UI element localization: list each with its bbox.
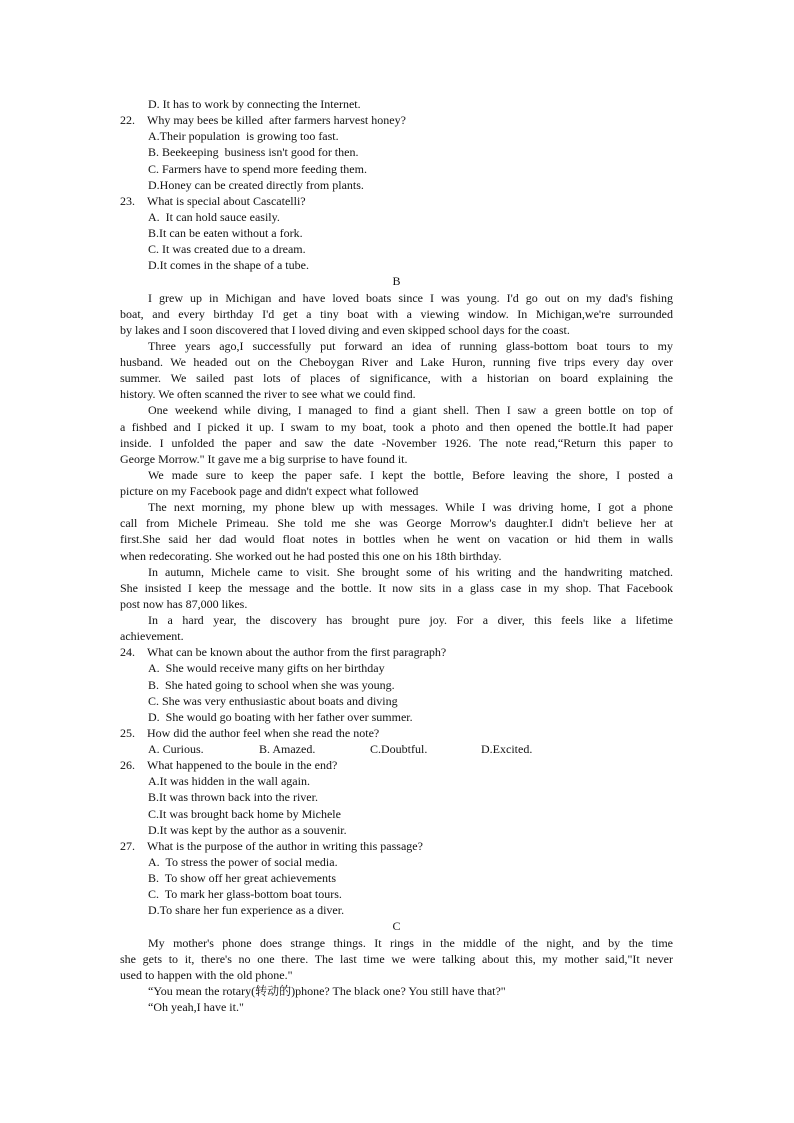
passage-b-paragraph-3 [120,402,673,467]
question-stem: What is special about Cascatelli? [147,193,306,208]
question-option: A. It can hold sauce easily. [148,209,280,224]
question-number: 27. [120,838,135,853]
paragraph-line: summer. We sailed past lots of places of significance, with a historian on board explaining the [120,371,673,386]
question-option: B. Beekeeping business isn't good for then. [148,145,359,160]
question-option: A. Curious. [148,742,204,756]
question-23 [120,193,673,209]
question-option: C. Farmers have to spend more feeding them. [148,161,367,176]
question-option: D.It comes in the shape of a tube. [148,258,309,273]
question-25-options-row [120,741,673,757]
paragraph-line: boat, and every birthday I'd get a tiny boat with a viewing window. In Michigan,we're surrounded [120,306,673,321]
paragraph-line: call from Michele Primeau. She told me she was George Morrow's daughter.I didn't believe her at [120,516,673,531]
question-option: D.It was kept by the author as a souvenir. [148,822,347,837]
paragraph-line: used to happen with the old phone." [120,967,293,982]
paragraph-line: Three years ago,I successfully put forward an idea of running glass-bottom boat tours to my [148,338,673,353]
paragraph-line: The next morning, my phone blew up with messages. While I was driving home, I got a phone [148,500,673,515]
paragraph-line: In a hard year, the discovery has brought pure joy. For a diver, this feels like a lifetime [148,613,673,627]
question-option: C.Doubtful. [370,742,428,756]
passage-b-paragraph-4 [120,467,673,499]
question-21-option-d: D. It has to work by connecting the Internet. [148,97,361,111]
question-number: 22. [120,113,135,128]
passage-b-paragraph-5 [120,499,673,564]
paragraph-line: I grew up in Michigan and have loved boats since I was young. I'd go out on my dad's fishing [148,290,673,305]
paragraph-line: picture on my Facebook page and didn't expect what followed [120,484,419,498]
question-option: C. To mark her glass-bottom boat tours. [148,887,342,902]
paragraph-line: post now has 87,000 likes. [120,596,248,611]
passage-c-paragraph-1 [120,935,673,983]
paragraph-line: first.She said her dad would float notes in bottles when he went on vacation or hid them in walls [120,532,673,547]
question-option: D. She would go boating with her father over summer. [148,709,413,724]
paragraph-line: George Morrow." It gave me a big surprise to have found it. [120,451,408,466]
question-24 [120,644,673,660]
passage-c-paragraph-3: “Oh yeah,I have it." [148,1000,244,1014]
paragraph-line: She insisted I keep the message and the bottle. It now sits in a glass case in my shop. That Facebook [120,580,673,595]
question-option: C.It was brought back home by Michele [148,806,341,821]
question-option: A. She would receive many gifts on her birthday [148,661,385,676]
question-number: 24. [120,645,135,660]
paragraph-line: a fishbed and I picked it up. I swam to my boat, took a photo and then opened the bottle.It had paper [120,419,673,434]
passage-b-paragraph-2 [120,338,673,403]
question-option: D.To share her fun experience as a diver. [148,903,345,918]
question-option: B.It can be eaten without a fork. [148,226,303,240]
question-26 [120,757,673,773]
passage-b-paragraph-6 [120,564,673,612]
question-number: 23. [120,193,135,208]
paragraph-line: she gets to it, there's no one there. The last time we were talking about this, my mother said,"It never [120,951,673,966]
passage-c-heading: C [392,919,401,934]
paragraph-line: We made sure to keep the paper safe. I kept the bottle, Before leaving the shore, I posted a [148,467,673,482]
question-22 [120,112,673,128]
passage-c-paragraph-2: “You mean the rotary(转动的)phone? The black one? You still have that?" [148,983,506,998]
paragraph-line: One weekend while diving, I managed to find a giant shell. Then I saw a green bottle on top of [148,403,673,418]
question-option: D.Honey can be created directly from plants. [148,177,364,192]
question-option: B. To show off her great achievements [148,871,336,885]
question-option: B.It was thrown back into the river. [148,790,318,805]
question-number: 25. [120,725,135,740]
question-stem: Why may bees be killed after farmers harvest honey? [147,113,406,128]
question-option: A. To stress the power of social media. [148,854,338,869]
question-option: A.It was hidden in the wall again. [148,774,310,789]
paragraph-line: history. We often scanned the river to see what we could find. [120,387,416,402]
question-option: D.Excited. [481,742,533,756]
question-stem: How did the author feel when she read the note? [147,725,380,740]
question-option: A.Their population is growing too fast. [148,129,339,144]
passage-b-paragraph-7 [120,612,673,644]
question-stem: What is the purpose of the author in writing this passage? [147,838,423,853]
question-option: B. Amazed. [259,742,316,756]
paragraph-line: by lakes and I soon discovered that I loved diving and even skipped school days for the coast. [120,322,570,337]
question-option: C. It was created due to a dream. [148,242,306,257]
passage-b-heading: B [392,274,401,289]
question-number: 26. [120,758,135,773]
paragraph-line: husband. We headed out on the Cheboygan River and Lake Huron, running five trips every day over [120,355,673,369]
paragraph-line: inside. I unfolded the paper and saw the date -November 1926. The note read,“Return this paper to [120,435,673,450]
paragraph-line: My mother's phone does strange things. It rings in the middle of the night, and by the time [148,935,673,950]
passage-b-paragraph-1 [120,290,673,338]
question-27 [120,838,673,854]
question-25 [120,725,673,741]
question-stem: What happened to the boule in the end? [147,758,338,773]
paragraph-line: achievement. [120,629,184,644]
question-stem: What can be known about the author from the first paragraph? [147,645,447,660]
question-option: B. She hated going to school when she was young. [148,677,395,692]
paragraph-line: In autumn, Michele came to visit. She brought some of his writing and the handwriting matched. [148,564,673,579]
question-option: C. She was very enthusiastic about boats and diving [148,693,398,708]
exam-page [120,96,673,1015]
paragraph-line: when redecorating. She worked out he had posted this one on his 18th birthday. [120,548,502,563]
